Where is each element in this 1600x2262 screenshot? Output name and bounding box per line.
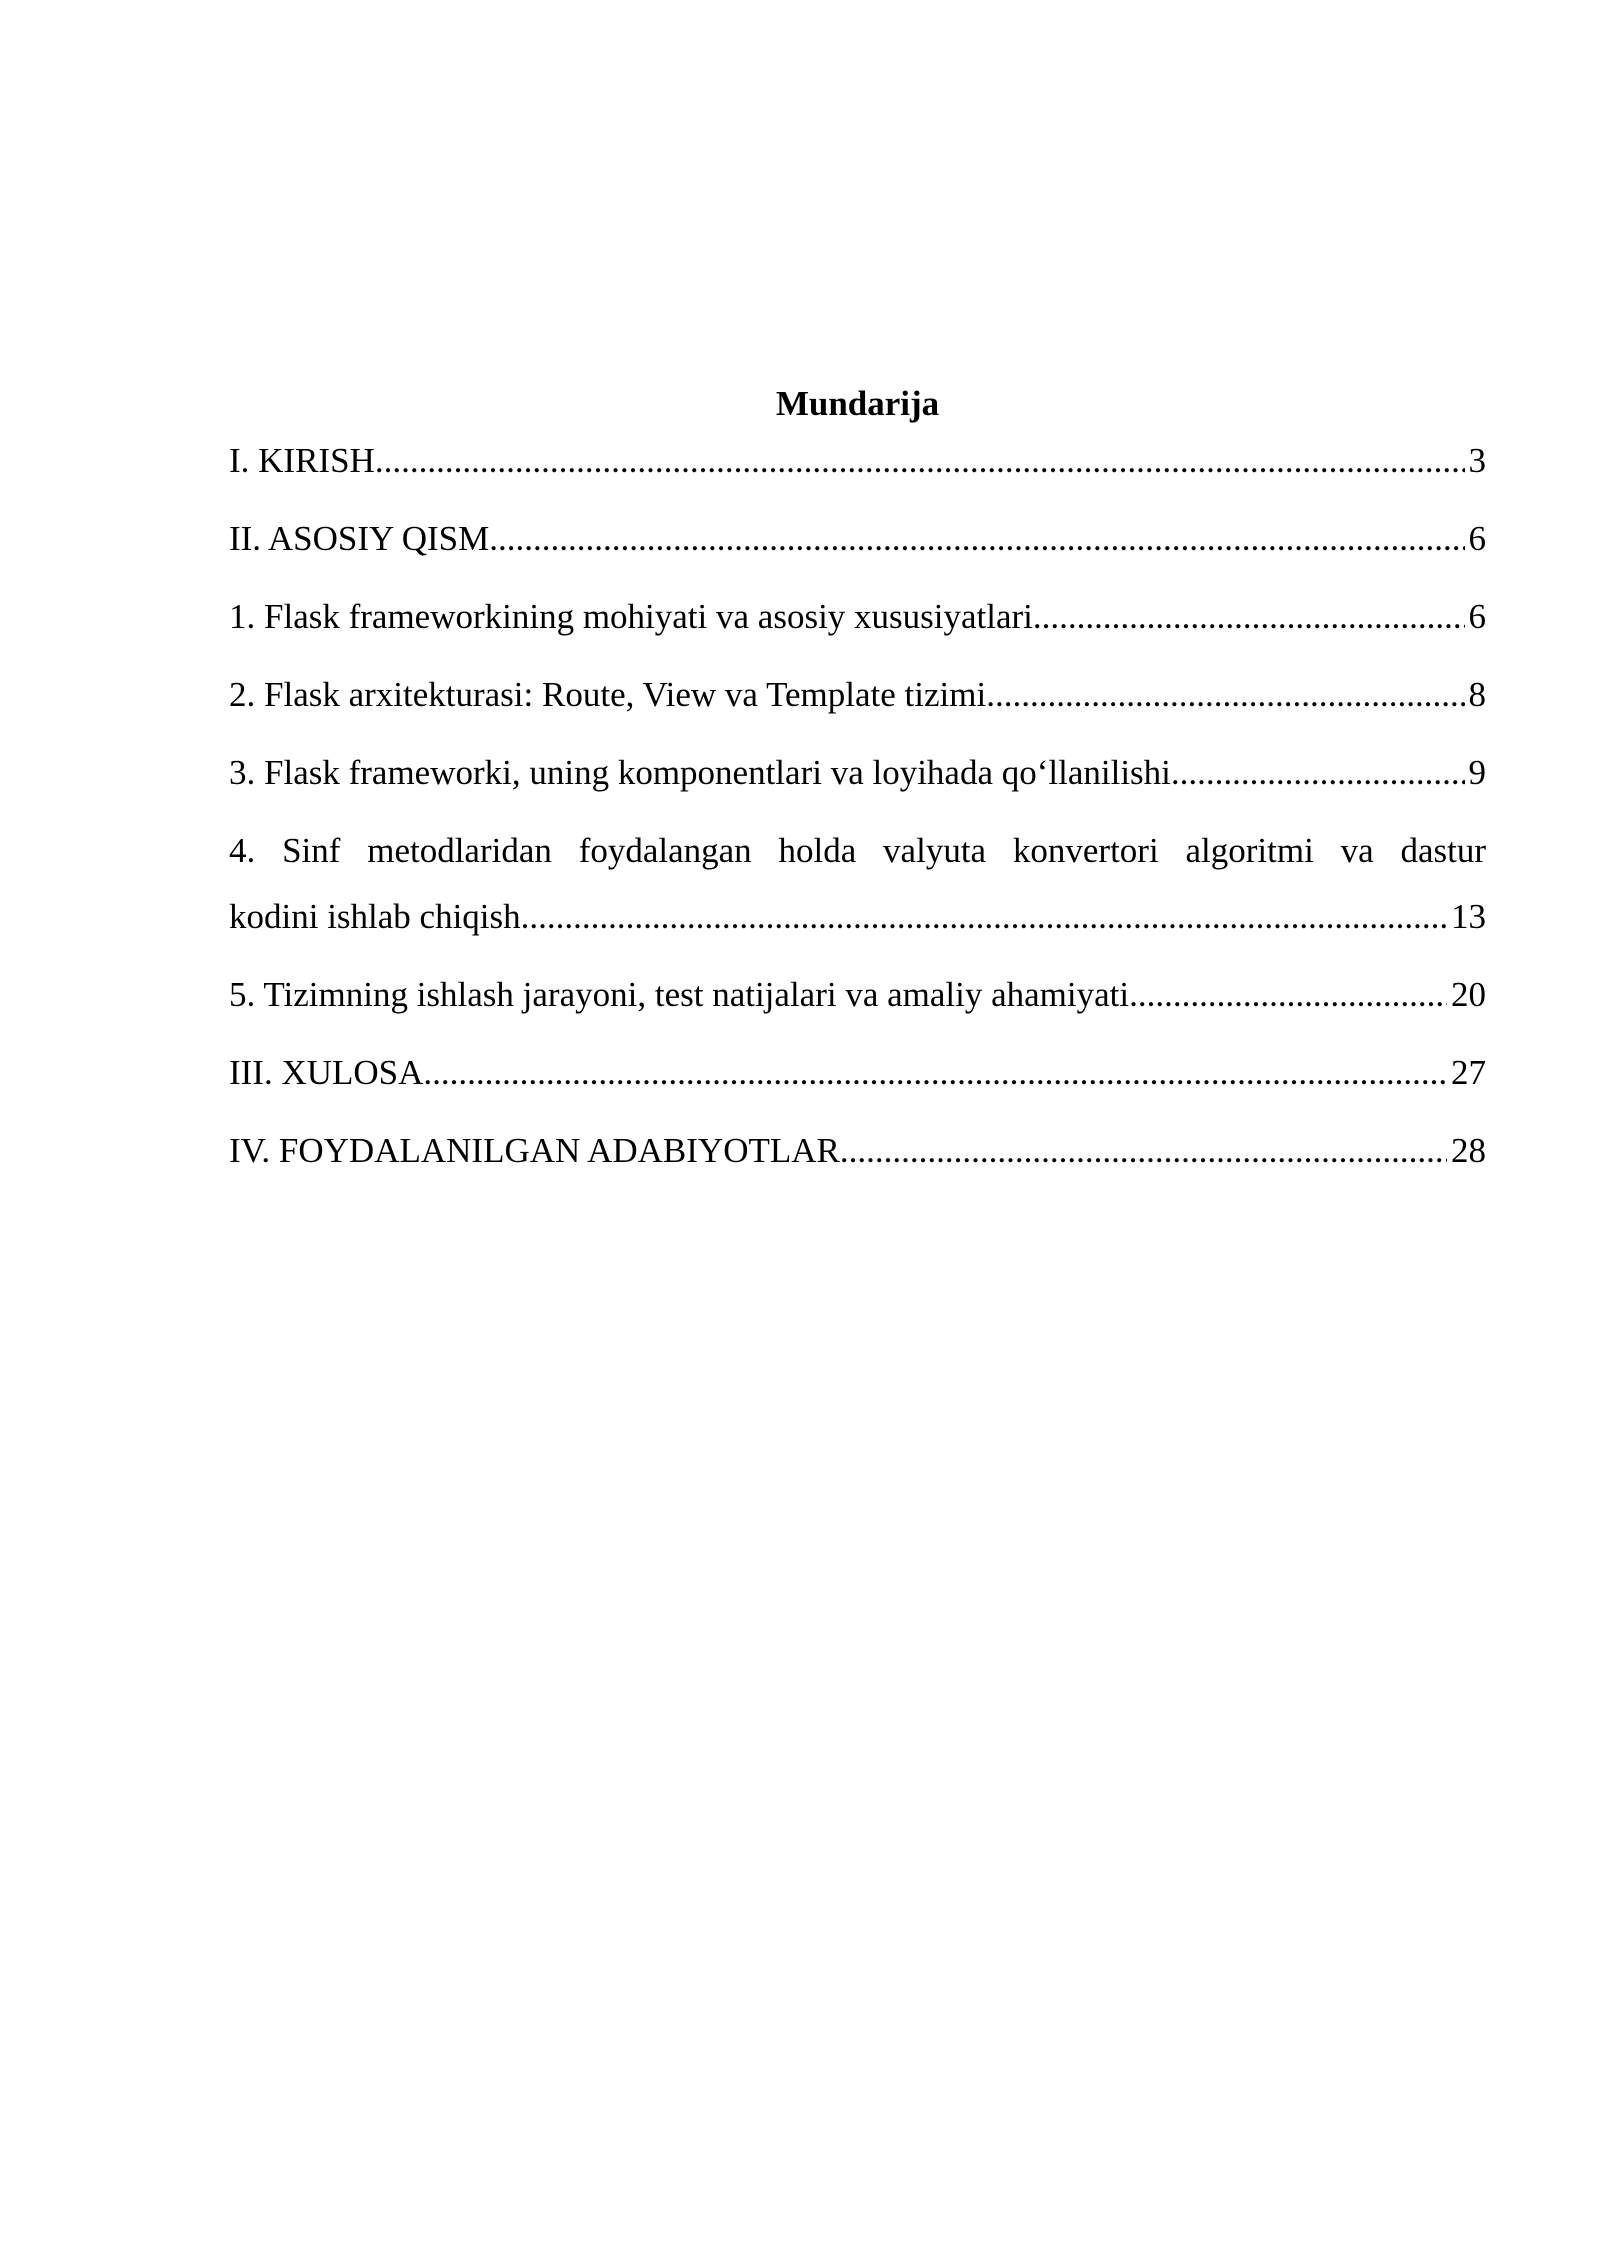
toc-entry-section-2: [229, 662, 1486, 728]
toc-page-number: 28: [1451, 1131, 1486, 1170]
toc-entry-adabiyotlar: [229, 1118, 1486, 1184]
toc-entry-label: 2. Flask arxitekturasi: Route, View va Template tizimi: [229, 675, 987, 714]
toc-entry-label-line2: kodini ishlab chiqish: [229, 897, 521, 936]
toc-page-number: 9: [1468, 753, 1486, 792]
toc-entry-section-5: [229, 962, 1486, 1028]
toc-entry-label: I. KIRISH: [229, 441, 375, 480]
toc-entry-label: 5. Tizimning ishlash jarayoni, test natijalari va amaliy ahamiyati: [229, 975, 1130, 1014]
toc-page-number: 27: [1451, 1053, 1486, 1092]
toc-entry-label: 3. Flask frameworki, uning komponentlari va loyihada qo‘llanilishi: [229, 753, 1171, 792]
toc-dot-leader: [423, 1040, 1447, 1106]
toc-entry-label: II. ASOSIY QISM: [229, 519, 490, 558]
toc-dot-leader: [489, 506, 1464, 572]
table-of-contents: [229, 378, 1486, 1196]
toc-entry-section-1: [229, 584, 1486, 650]
toc-dot-leader: [840, 1118, 1447, 1184]
toc-entry-section-3: [229, 740, 1486, 806]
toc-entry-label-line1: 4. Sinf metodlaridan foydalangan holda valyuta konvertori algoritmi va dastur: [229, 831, 1486, 870]
toc-dot-leader: [375, 428, 1465, 494]
toc-entry-xulosa: [229, 1040, 1486, 1106]
toc-dot-leader: [521, 884, 1447, 950]
toc-page-number: 3: [1468, 441, 1486, 480]
toc-entry-line2: [229, 884, 1486, 950]
toc-dot-leader: [1129, 962, 1447, 1028]
toc-entry-section-4: [229, 818, 1486, 950]
toc-dot-leader: [1171, 740, 1465, 806]
toc-page-number: 8: [1468, 675, 1486, 714]
toc-page-number: 20: [1451, 975, 1486, 1014]
toc-entry-label: 1. Flask frameworkining mohiyati va asosiy xususiyatlari: [229, 597, 1033, 636]
toc-dot-leader: [986, 662, 1464, 728]
toc-entry-label: III. XULOSA: [229, 1053, 424, 1092]
toc-page-number: 6: [1468, 519, 1486, 558]
toc-dot-leader: [1033, 584, 1465, 650]
toc-entry-kirish: [229, 428, 1486, 494]
toc-title: Mundarija: [775, 384, 940, 423]
toc-entry-asosiy-qism: [229, 506, 1486, 572]
toc-page-number: 6: [1468, 597, 1486, 636]
toc-entry-label: IV. FOYDALANILGAN ADABIYOTLAR: [229, 1131, 840, 1170]
toc-page-number: 13: [1451, 897, 1486, 936]
